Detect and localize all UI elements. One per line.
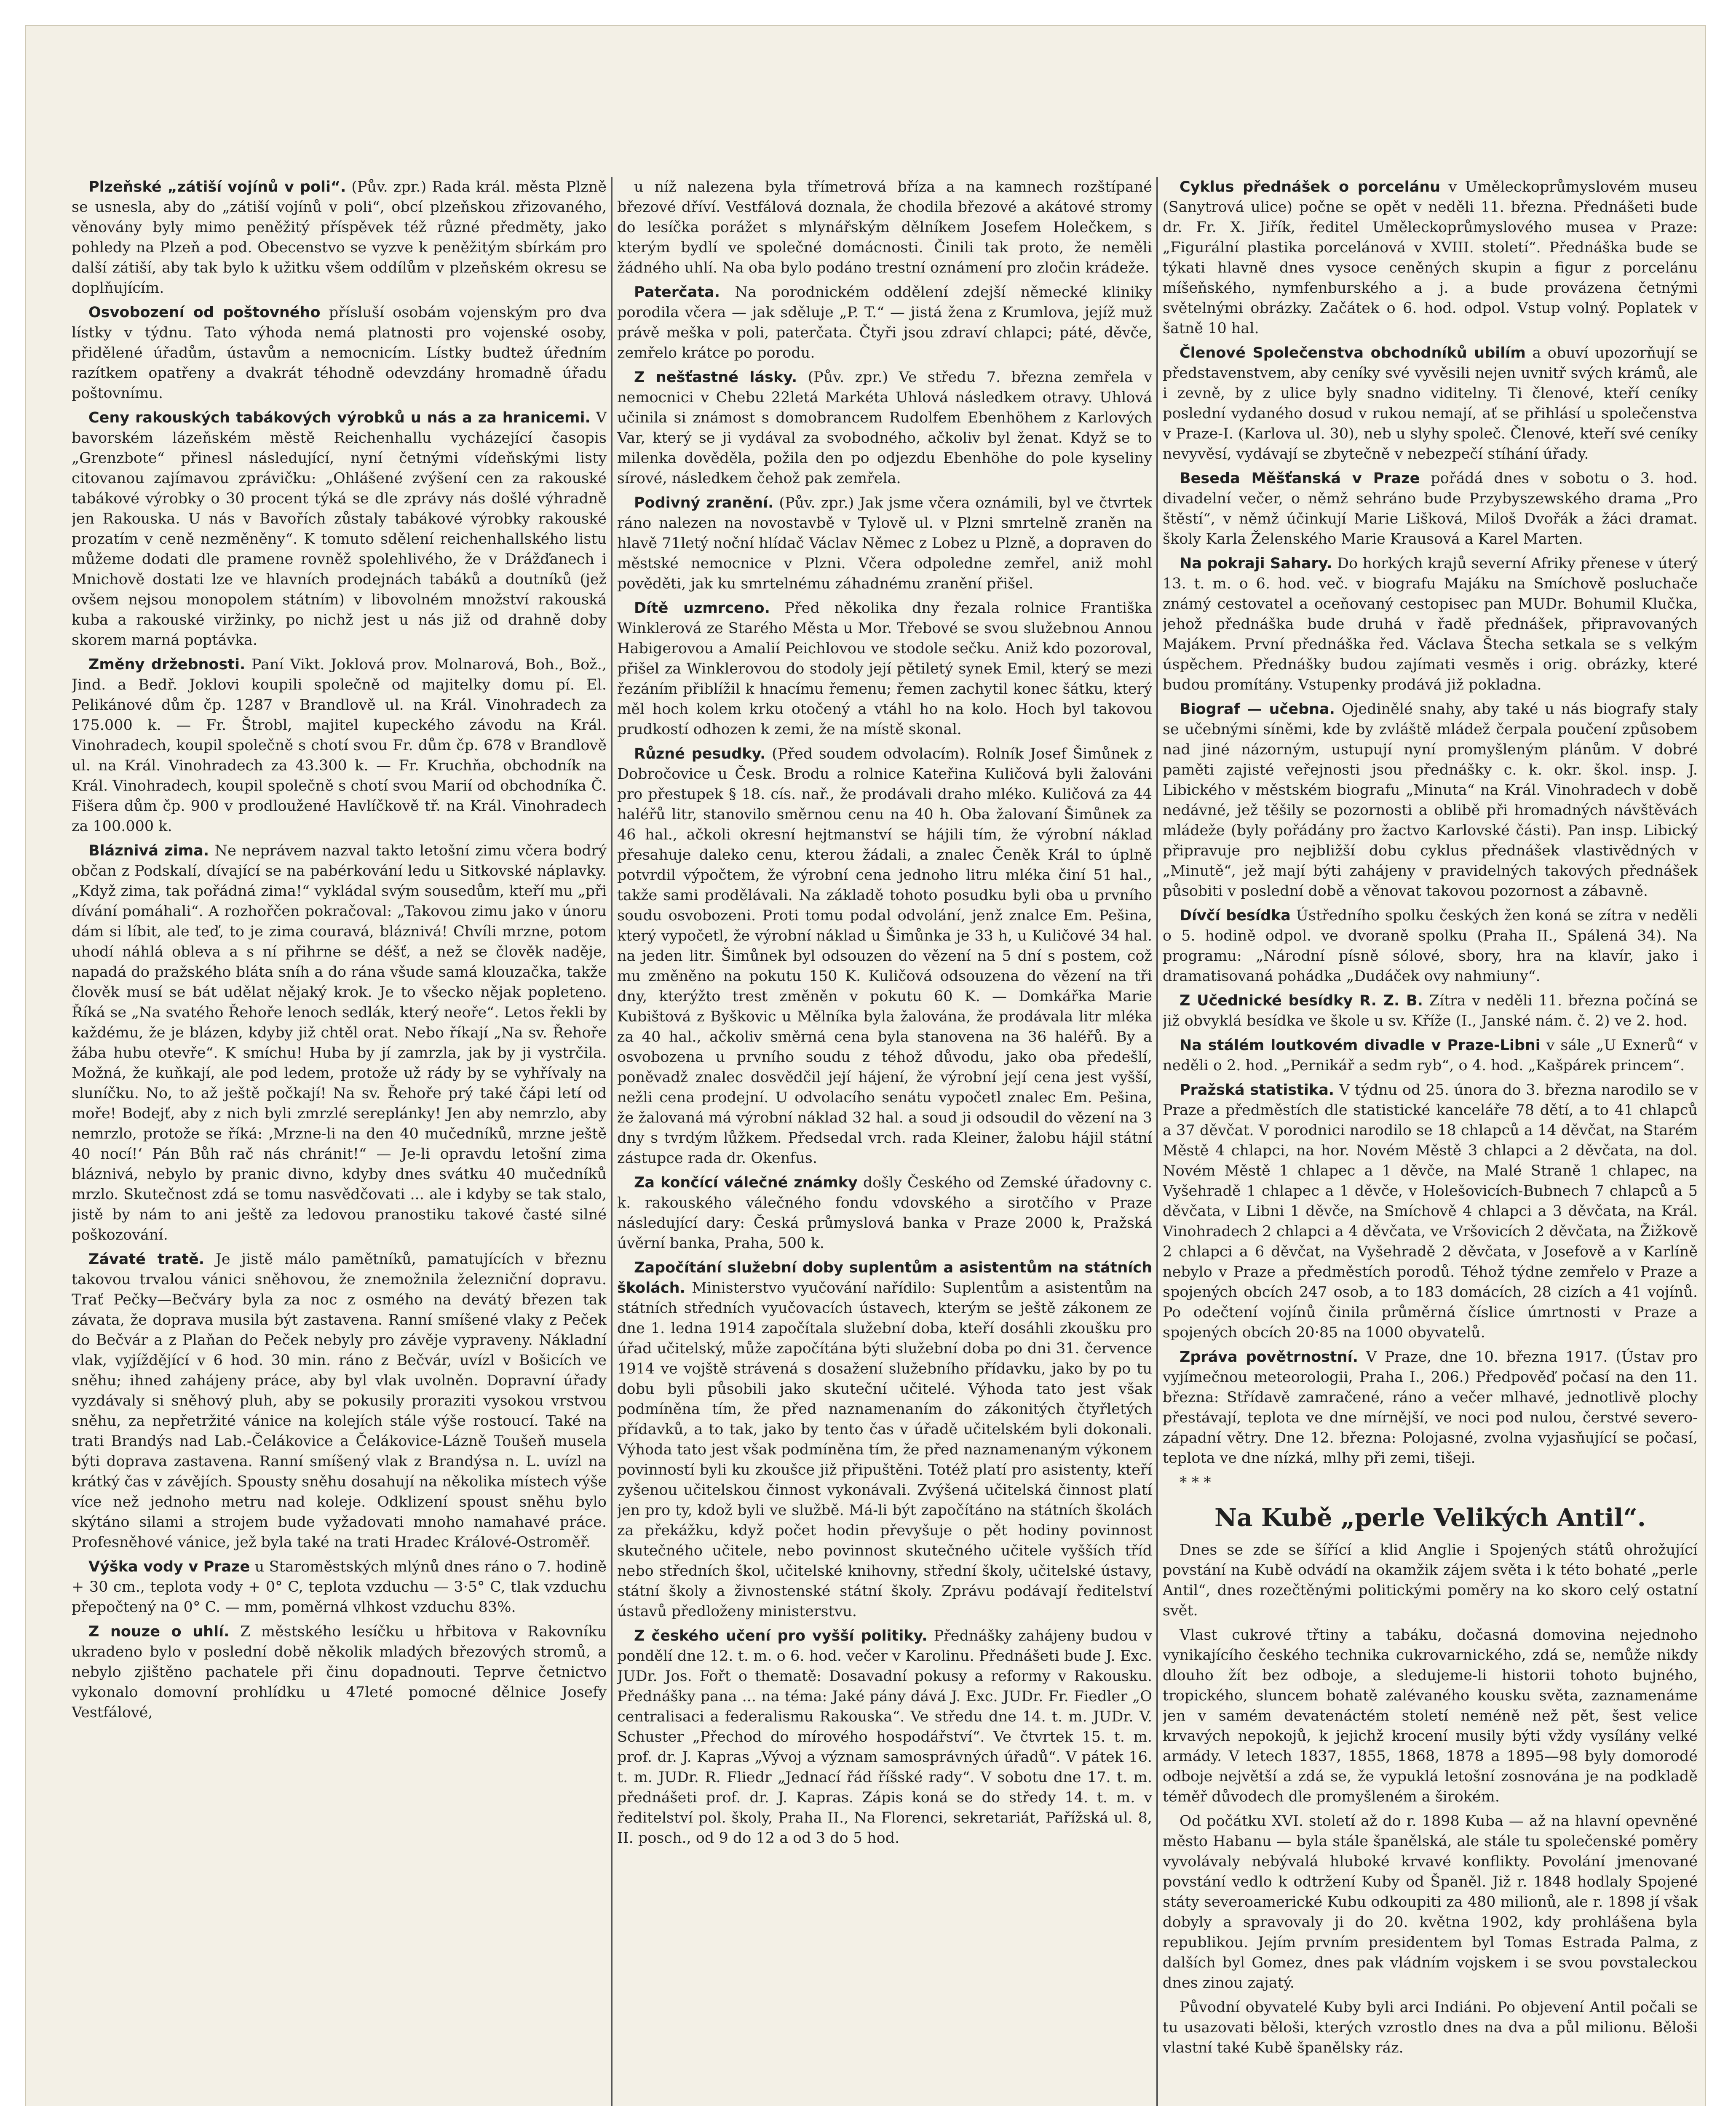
news-item-title: Z nešťastné lásky.	[634, 369, 797, 386]
column-divider	[611, 177, 613, 2106]
news-item-body: došly Českého od Zemské úřadovny c. k. rakouského válečného fondu vdovského a sirotčího v Praze následující dary: Česká průmyslová banka v Praze 2000 k, Pražská úvěrní banka, Praha, 500 k.	[617, 1174, 1152, 1252]
news-item	[1163, 343, 1698, 464]
news-item-body: Ne neprávem nazval takto letošní zimu včera bodrý občan z Podskalí, dívající se na pabérkování ledu u Sitkovské náplavky. „Když zima, tak pořádná zima!“ vykládal svým sousedům, kteří mu „při dívání pomáhali“. A rozhořčen pokračoval: „Takovou zimu jako v únoru dám si líbit, ale teď, to je zima couravá, bláznivá! Chvíli mrzne, potom uhodí náhlá obleva a s ní přihrne se déšť, a než se člověk naděje, napadá do pražského bláta sníh a do rána všude samá klouzačka, takže člověk musí se bát udělat nějaký krok. Je to všecko nějak popleteno. Říká se „Na svatého Řehoře lenoch sedlák, který neoře“. Letos řekli by každému, že je blázen, kdyby již chtěl orat. Nebo říkají „Na sv. Řehoře žába hubu otevře“. K smíchu! Huba by jí zamrzla, jak by ji vystrčila. Možná, že kuňkají, ale pod ledem, protože už rády by se vyhřívaly na sluníčku. No, to až ještě počkají! Na sv. Řehoře prý také čápi letí od moře! Bodejť, aby z nich byli zmrzlé sereplánky! Jen aby nemrzlo, aby nemrzlo, protože se říká: ‚Mrzne-li na den 40 mučedníků, mrzne ještě 40 nocí!‘ Pán Bůh rač nás chránit!“ — Je-li opravdu letošní zima bláznivá, nebylo by pranic divno, kdyby dnes svátku 40 mučedníků mrzlo. Skutečnost zdá se tomu nasvědčovati ... ale i kdyby se tak stalo, jistě by nám to ani ještě za ledovou pranostiku takové časté silné poškozování.	[72, 842, 607, 1243]
news-item	[1163, 906, 1698, 986]
news-item-title: Za končící válečné známky	[634, 1174, 858, 1191]
news-item-title: Zpráva povětrnostní.	[1180, 1349, 1358, 1366]
news-item	[617, 1173, 1152, 1253]
news-item-title: Z českého učení pro vyšší politiky.	[634, 1628, 928, 1644]
news-item	[1163, 1811, 1698, 1993]
news-item	[1163, 1080, 1698, 1343]
news-item-body: Z městského lesíčku u hřbitova v Rakovníku ukradeno bylo v poslední době několik mladých březových stromů, a nebylo zjištěno pachatele při činu dopadnouti. Teprve četnictvo vykonalo domovní prohlídku u 47leté pomocné dělnice Josefy Vestfálové,	[72, 1623, 607, 1721]
news-item-title: Biograf — učebna.	[1180, 701, 1335, 718]
news-item-body: (Pův. zpr.) Rada král. města Plzně se usnesla, aby do „zátiší vojínů v poli“, obcí plzeňskou zřizovaného, věnovány byly mimo peněžitý příspěvek též různé předměty, jako pohledy na Plzeň a pod. Obecenstvo se vyzve k peněžitým sbírkám pro další zátiší, aby tak bylo k užitku všem oddílům v plzeňském okresu se doplňujícím.	[72, 179, 607, 297]
news-item-body: * * *	[1180, 1474, 1211, 1491]
news-item	[1163, 1473, 1698, 1493]
news-item	[617, 282, 1152, 363]
news-item-body: Ministerstvo vyučování nařídilo: Suplentům a asistentům na státních středních vyučovacích ústavech, kterým se ještě zákonem ze dne 1. ledna 1914 započítala služební doba, kteří dosáhli zkoušku pro úřad učitelský, může započítána býti služební doba po dni 31. července 1914 ve vojště strávená s dosažení služebního přídavku, jako by po tu dobu byli působili jako skuteční učitelé. Výhoda tato jest však podmíněna tím, že před naznamenaním do zákonitých čtyřletých přídavků, a to tak, jako by tento čas v úřadě učitelském byli dokonali. Výhoda tato jest však podmíněna tím, že před naznamenaným výkonem povinností byli ku zkoušce již připuštěni. Totéž platí pro asistenty, kteří zyšenou učitelskou činnost vykonávali. Zvýšená učitelská činnost platí jen pro ty, kdož byli ve službě. Má-li být započítáno na státních školách za překážku, když počet hodin převyšuje o pět hodiny povinnost skutečného učitele, nebo povinnost skutečného učitele vyšších tříd nebo středních škol, učitelské knihovny, střední školy, učitelské ústavy, státní školy a živnostenské státní školy. Zprávu podávají ředitelství ústavů předloženy ministerstvu.	[617, 1280, 1152, 1620]
news-item	[1163, 468, 1698, 549]
news-item	[1163, 991, 1698, 1031]
news-item	[72, 1622, 607, 1723]
news-item	[1163, 1540, 1698, 1621]
news-item-body: V bavorském lázeňském městě Reichenhallu vycházející časopis „Grenzbote“ přinesl následující, nyní četnými vídeňskými listy citovanou zajímavou zprávičku: „Ohlášené zvýšení cen za rakouské tabákové výrobky o 30 procent týká se dle zprávy nás došlé výhradně jen Rakouska. U nás v Bavořích zůstaly tabákové výrobky rakouské prozatím v ceně nezměněny“. K tomuto sdělení reichenhallského listu můžeme dodati dle pramene rovněž spolehlivého, že v Drážďanech i Mnichově dostati lze ve hlavních prodejnách tabáků a doutníků (jež ovšem nejsou monopolem státním) v libovolném množství rakouská kuba a rakouské viržinky, po nichž jest u nás již od drahně doby skorem marná poptávka.	[72, 409, 607, 649]
news-item-body: v Uměleckoprůmyslovém museu (Sanytrová ulice) počne se opět v neděli 11. března. Přednášeti bude dr. Fr. X. Jiřík, ředitel Uměleckoprůmyslového musea v Praze: „Figurální plastika porcelánová v XVIII. století“. Přednáška bude se týkati hlavně dnes vysoce ceněných skupin a figur z porcelánu míšeňského, nymfenburského a j. a bude provázena četnými světelnými obrázky. Začátek o 6. hod. odpol. Vstup volný. Poplatek v šatně 10 hal.	[1163, 179, 1698, 337]
news-item-title: Bláznivá zima.	[88, 842, 209, 859]
news-item-body: Paní Vikt. Joklová prov. Molnarová, Boh., Bož., Jind. a Bedř. Joklovi koupili společně od majitelky domu pí. El. Pelikánové dům čp. 1287 v Brandlově ul. na Král. Vinohradech za 175.000 k. — Fr. Štrobl, majitel kupeckého závodu na Král. Vinohradech, koupil společně s chotí svou Fr. dům čp. 678 v Brandlově ul. na Král. Vinohradech za 43.300 k. — Fr. Kruchňa, obchodník na Král. Vinohradech, koupil společně s chotí svou Marií od obchodníka Č. Fišera dům čp. 900 v prodloužené Havlíčkově tř. na Král. Vinohradech za 100.000 k.	[72, 656, 607, 835]
news-item	[72, 408, 607, 650]
news-item-body: Ústředního spolku českých žen koná se zítra v neděli o 5. hodině odpol. ve dvoraně spolku (Praha II., Spálená 34). Na programu: „Národní písně sólové, sbory, hra na klavír, jako i dramatisovaná pohádka „Dudáček ovy nahmiuny“.	[1163, 907, 1698, 985]
news-item-body: Původní obyvatelé Kuby byli arci Indiáni. Po objevení Antil počali se tu usazovati běloši, kterých vzrostlo dnes na dva a půl milionu. Běloši vlastní také Kubě španělsky ráz.	[1163, 1999, 1698, 2056]
news-item-body: Zítra v neděli 11. března počíná se již obvyklá besídka ve škole u sv. Kříže (I., Janské nám. č. 2) ve 2. hod.	[1163, 992, 1698, 1029]
news-item	[72, 302, 607, 404]
news-item-title: Z Učednické besídky R. Z. B.	[1180, 992, 1423, 1009]
column-left	[72, 177, 607, 2106]
news-item	[1163, 177, 1698, 339]
news-item	[1163, 1997, 1698, 2058]
news-item	[1163, 699, 1698, 901]
column-divider	[1156, 177, 1158, 2106]
news-item-body: Vlast cukrové třtiny a tabáku, dočasná domovina nejednoho vynikajícího českého technika cukrovarnického, zdá se, nemůže nikdy dlouho žít bez odboje, a sledujeme-li historii tohoto bujného, tropického, sluncem bohatě zalévaného kousku světa, zaznamenáme jen v samém devatenáctém století neméně než pět, šest velice krvavých nepokojů, k jejichž krocení musily býti vždy vysílány velké armády. V letech 1837, 1855, 1868, 1878 a 1895—98 byly domorodé odboje největší a zdá se, že vypuklá letošní zosnována je na podkladě téměř důvodech dle promyšleném a širokém.	[1163, 1627, 1698, 1805]
news-item-body: (Před soudem odvolacím). Rolník Josef Šimůnek z Dobročovice u Česk. Brodu a rolnice Kateřina Kuličová byli žalováni pro přestupek § 18. cís. nař., že prodávali draho mléko. Kuličová za 44 haléřů litr, stanovilo směrnou cenu na 40 h. Oba žalovaní Šimůnek za 46 hal., ačkoli okresní hejtmanství se hájili tím, že výrobní náklad přesahuje daleko cenu, kterou žádali, a znalec Čeněk Král to úplně potvrdil výpočtem, že výrobní cena jednoho litru mléka činí 51 hal., takže sami prodělávali. Na základě tohoto posudku byli oba u prvního soudu osvobozeni. Proti tomu podal odvolání, jenž znalce Em. Pešina, který vypočetl, že výrobní náklad u Šimůnka je 33 h, u Kuličové 34 hal. na jeden litr. Šimůnek byl odsouzen do vězení na 5 dní s postem, což mu změněno na pokutu 150 K. Kuličová odsouzena do vězení na tři dny, kterýžto trest změněn v pokutu 60 K. — Domkářka Marie Kubištová z Byškovic u Mělníka byla žalována, že prodávala litr mléka za 40 hal., ačkoliv směrná cena byla stanovena na 36 haléřů. By a osvobozena u prvního soudu z téhož důvodu, jako oba předešlí, poněvadž znalec dosvědčil její hájení, že výrobní její cena jest vyšší, nežli cena prodejní. U odvolacího senátu vypočetl znalec Em. Pešina, že žalovaná má výrobní náklad 32 hal. a soud ji odsoudil do vězení na 3 dny s tvrdým lůžkem. Předsedal vrch. rada Kleiner, žalobu hájil státní zástupce rada dr. Okenfus.	[617, 746, 1152, 1167]
news-item	[1163, 1625, 1698, 1807]
article-heading: Na Kubě „perle Velikých Antil“.	[1214, 1503, 1646, 1532]
news-item	[72, 655, 607, 837]
news-item-body: V Praze, dne 10. března 1917. (Ústav pro vyjímečnou meteorologii, Praha I., 206.) Předpověď počasí na den 11. března: Střídavě zamračené, ráno a večer mlhavé, jednotlivě plochy přestávají, teplota ve dne mírnější, ve noci pod nulou, čerstvé severo-západní větry. Dne 12. března: Polojasné, zvolna vyjasňující se počasí, teplota ve dne nízká, mlhy při zemi, tišeji.	[1163, 1349, 1698, 1467]
news-item-body: Je jistě málo pamětníků, pamatujících v březnu takovou trvalou vánici sněhovou, že znemožnila železniční dopravu. Trať Pečky—Bečváry byla za noc z osmého na devátý březen tak závata, že doprava musila být zastavena. Ranní smíšené vlaky z Peček do Bečvár a z Plaňan do Peček nebyly pro závěje vypraveny. Nákladní vlak, vyjíždějící v 6 hod. 30 min. ráno z Bečvár, uvízl v Bošicích ve sněhu; ihned zahájeny práce, aby byl vlak uvolněn. Dopravní úřady vyzdávaly si sněhový pluh, aby se pokusily proraziti vysokou vrstvou sněhu, za nepřetržité vánice na kolejích stále výše rostoucí. Také na trati Brandýs nad Lab.-Čelákovice a Čelákovice-Lázně Toušeň musela býti doprava zastavena. Ranní smíšený vlak z Brandýsa n. L. uvízl na krátký čas v závějích. Spousty sněhu dosahují na několika místech výše více než jednoho metru nad koleje. Odklizení spoust sněhu bylo skýtáno silami a strojem bude vyžadovati mnoho namahavé práce. Profesněhové vánice, jež byla také na trati Hradec Králové-Ostroměř.	[72, 1251, 607, 1551]
news-item-title: Závaté tratě.	[88, 1251, 205, 1268]
news-item-body: Ojedinělé snahy, aby také u nás biografy staly se učebnými síněmi, kde by zvláště mládež čerpala poučení způsobem nad jiné názorným, ustupují nyní promyšleným plánům. V dobré paměti zajisté veřejnosti jsou přednášky c. k. okr. škol. insp. J. Libického v městském biografu „Minuta“ na Král. Vinohradech v době nedávné, jež těšily se pozornosti a oblibě při hromadných návštěvách mládeže (byly pořádány pro žactvo Karlovské části). Pan insp. Libický připravuje pro nejbližší dobu cyklus přednášek vlastivědných v „Minutě“, jež mají býti zahájeny v pravidelných takových přednášek působiti v poslední době a věnovat takovou pozornost a zábavně.	[1163, 701, 1698, 900]
news-item-title: Plzeňské „zátiší vojínů v poli“.	[88, 179, 346, 195]
news-item-body: Před několika dny řezala rolnice Františka Winklerová ze Starého Města u Mor. Třebové se svou služebnou Annou Habigerovou a Amalií Peichlovou ve stodole sečku. Aniž kdo pozoroval, přišel za Winklerovou do stodoly její pětiletý synek Emil, který se mezi řezáním přiblížil k hnacímu řemenu; řemen zachytil konec šátku, který měl hoch kolem krku otočený a vtáhl ho na kolo. Hoch byl takovou prudkostí odhozen k zemi, že na místě skonal.	[617, 600, 1152, 738]
news-item-title: Různé pesudky.	[634, 746, 766, 762]
news-item	[72, 177, 607, 298]
column-middle	[617, 177, 1152, 2106]
news-item-body: V týdnu od 25. února do 3. března narodilo se v Praze a předměstích dle statistické kanceláře 78 dětí, a to 41 chlapců a 37 děvčat. V porodnici narodilo se 18 chlapců a 14 děvčat, na Starém Městě 4 chlapci, na hor. Novém Městě 3 chlapci a 2 děvčata, na dol. Novém Městě 1 chlapec a 1 děvče, na Malé Straně 1 chlapec, na Vyšehradě 1 chlapec a 1 děvče, v Holešovicích-Bubnech 7 chlapců a 5 děvčata, v Libni 1 děvče, na Smíchově 4 chlapci a 3 děvčata, na Král. Vinohradech 2 chlapci a 4 děvčata, ve Vršovicích 2 děvčata, na Žižkově 2 chlapci a 6 děvčat, na Vyšehradě 2 děvčata, v Josefově a v Karlíně nebylo v Praze a předměstích porodů. Téhož týdne zemřelo v Praze a spojených obcích 247 osob, a to 183 domácích, 28 cizích a 41 vojínů. Po odečtení vojínů činila průměrná číslice úmrtnosti v Praze a spojených obcích 20·85 na 1000 obyvatelů.	[1163, 1082, 1698, 1341]
news-item	[72, 1249, 607, 1553]
news-item	[617, 493, 1152, 594]
news-item-body: u Staroměstských mlýnů dnes ráno o 7. hodině + 30 cm., teplota vody + 0° C, teplota vzduchu — 3·5° C, tlak vzduchu přepočtený na 0° C. — mm, poměrná vlhkost vzduchu 83%.	[72, 1558, 607, 1616]
news-item	[617, 1258, 1152, 1622]
news-item-body: a obuví upozorňují se představenstvem, aby ceníky své vyvěsili nejen uvnitř svých krámů, ale i zevně, by z ulice byly snadno viditelny. Ti členové, kteří ceníky poslední vydaného dosud v rukou nemají, ať se přihlásí u společenstva v Praze-I. (Karlova ul. 30), neb u slyhy společ. Členové, kteří své ceníky nevyvěsí, vydávají se zbytečně v nebezpečí stíhání úřady.	[1163, 345, 1698, 462]
news-item-title: Beseda Měšťanská v Praze	[1180, 470, 1420, 487]
news-item	[72, 841, 607, 1245]
news-item-title: Pražská statistika.	[1180, 1082, 1335, 1098]
news-item-body: pořádá dnes v sobotu o 3. hod. divadelní večer, o němž sehráno bude Przybyszewského drama „Pro štěstí“, v němž účinkují Marie Lišková, Miloš Dvořák a žáci dramat. školy Karla Želenského Marie Krausová a Karel Marten.	[1163, 470, 1698, 548]
news-item-title: Osvobození od poštovného	[88, 304, 321, 321]
news-item-body: v sále „U Exnerů“ v neděli o 2. hod. „Pernikář a sedm ryb“, o 4. hod. „Kašpárek princem“.	[1163, 1037, 1698, 1074]
news-item-title: Dítě uzmrceno.	[634, 600, 770, 617]
news-item-body: Do horkých krajů severní Afriky přenese v úterý 13. t. m. o 6. hod. več. v biografu Majáku na Smíchově posluchače známý cestovatel a oceňovaný cestopisec pan MUDr. Bohumil Klučka, jehož přednáška bude druhá v řadě přednášek, připravovaných Majákem. První přednáška řed. Václava Štecha setkala se s velkým úspěchem. Přednášky budou zajímati vesměs i orig. obrázky, které budou promítány. Vstupenky prodává již pokladna.	[1163, 555, 1698, 693]
news-item-title: Na pokraji Sahary.	[1180, 555, 1332, 572]
news-item	[617, 598, 1152, 740]
news-item-body: přísluší osobám vojenským pro dva lístky v týdnu. Tato výhoda nemá platnosti pro vojenské osoby, přidělené úřadům, ústavům a nemocnicím. Lístky budtež úředním razítkem opatřeny a dvakrát téhodně odevzdány hromadně úřadu poštovnímu.	[72, 304, 607, 402]
news-item-body: Dnes se zde se šířící a klid Anglie i Spojených států ohrožující povstání na Kubě odvádí na okamžik zájem světa i k této bohaté „perle Antil“, dnes rozečtěnými politickými poměry na ko skoro celý ostatní svět.	[1163, 1542, 1698, 1619]
news-item-body: Na porodnickém oddělení zdejší německé kliniky porodila včera — jak sděluje „P. T.“ — jistá žena z Krumlova, jejíž muž právě meška v poli, paterčata. Čtyři jsou zdraví chlapci; páté, děvče, zemřelo krátce po porodu.	[617, 284, 1152, 361]
news-item-title: Na stálém loutkovém divadle v Praze-Libni	[1180, 1037, 1541, 1054]
news-item-body: u níž nalezena byla třímetrová bříza a na kamnech rozštípané březové dříví. Vestfálová doznala, že chodila březové a akátové stromy do lesíčka porážet s mlynářským dělníkem Josefem Holečkem, s kterým bydlí ve společné domácnosti. Činili tak proto, že neměli žádného uhlí. Na oba bylo podáno trestní oznámení pro zločin krádeže.	[617, 179, 1152, 276]
news-item-title: Změny držebnosti.	[88, 656, 246, 673]
news-item-title: Výška vody v Praze	[88, 1558, 250, 1575]
newspaper-page	[25, 25, 1706, 2106]
news-item-body: (Pův. zpr.) Jak jsme včera oznámili, byl ve čtvrtek ráno nalezen na novostavbě v Tylově ul. v Plzni smrtelně zraněn na hlavě 71letý noční hlídač Václav Němec z Lobez u Plzně, a dopraven do městské nemocnice v Plzni. Včera odpoledne zemřel, aniž mohl pověděti, jak ku smrtelnému záhadnému zranění přišel.	[617, 494, 1152, 592]
news-item-title: Paterčata.	[634, 284, 720, 301]
news-item-title: Z nouze o uhlí.	[88, 1623, 230, 1640]
news-item	[1163, 1035, 1698, 1076]
news-item	[617, 177, 1152, 278]
news-item-body: (Pův. zpr.) Ve středu 7. března zemřela v nemocnici v Chebu 22letá Markéta Uhlová následkem otravy. Uhlová učinila si známost s domobrancem Rudolfem Ebenhöhem z Karlových Var, který se ji vydával za svobodného, ačkoliv byl ženat. Když se to milenka dověděla, požila den po odjezdu Ebenhöhe do pole kyseliny sírové, následkem čehož pak zemřela.	[617, 369, 1152, 487]
news-item-body: Od počátku XVI. století až do r. 1898 Kuba — až na hlavní opevněné město Habanu — byla stále španělská, ale stále tu společenské poměry vyvolávaly nebývalá hluboké krvavé konflikty. Povolání jmenované povstání vedlo k odtržení Kuby od Španěl. Již r. 1848 hodlaly Spojené státy severoamerické Kubu odkoupiti za 480 milionů, ale r. 1898 jí však dobyly a spravovaly ji do 20. května 1902, kdy prohlášena byla republikou. Jejím prvním presidentem byl Tomas Estrada Palma, z dalších byl Gomez, dnes pak vládním vojskem i se svou povstaleckou dnes zinou zajatý.	[1163, 1813, 1698, 1991]
news-item	[1163, 1347, 1698, 1468]
column-right	[1163, 177, 1698, 2106]
news-item-title: Podivný zranění.	[634, 494, 774, 511]
news-item-title: Členové Společenstva obchodníků ubilím	[1180, 345, 1526, 361]
news-item	[617, 367, 1152, 489]
news-item-title: Započítání služební doby suplentům a asistentům na státních školách.	[617, 1259, 1152, 1296]
news-item	[617, 744, 1152, 1168]
news-item	[72, 1557, 607, 1617]
news-item-title: Dívčí besídka	[1180, 907, 1291, 924]
news-item-body: Přednášky zahájeny budou v pondělí dne 12. t. m. o 6. hod. večer v Karolinu. Přednášeti bude J. Exc. JUDr. Jos. Fořt o thematě: Dosavadní pokusy a reformy v Rakousku. Přednášky pana ... na téma: Jaké pány dává J. Exc. JUDr. Fr. Fiedler „O centralisaci a federalismu Rakouska“. Ve středu dne 14. t. m. JUDr. V. Schuster „Přechod do mírového hospodářství“. Ve čtvrtek 15. t. m. prof. dr. J. Kapras „Vývoj a význam samosprávných úřadů“. V pátek 16. t. m. JUDr. R. Fliedr „Jednací řád říšské rady“. V sobotu dne 17. t. m. přednášeti prof. dr. J. Kapras. Zápis koná se do středy 14. t. m. v ředitelství pol. školy, Praha II., Na Florenci, sekretariát, Pařížská ul. 8, II. posch., od 9 do 12 a od 3 do 5 hod.	[617, 1628, 1152, 1847]
news-item	[617, 1626, 1152, 1848]
news-item	[1163, 553, 1698, 695]
news-item-title: Cyklus přednášek o porcelánu	[1180, 179, 1441, 195]
news-item-title: Ceny rakouských tabákových výrobků u nás a za hranicemi.	[88, 409, 591, 426]
